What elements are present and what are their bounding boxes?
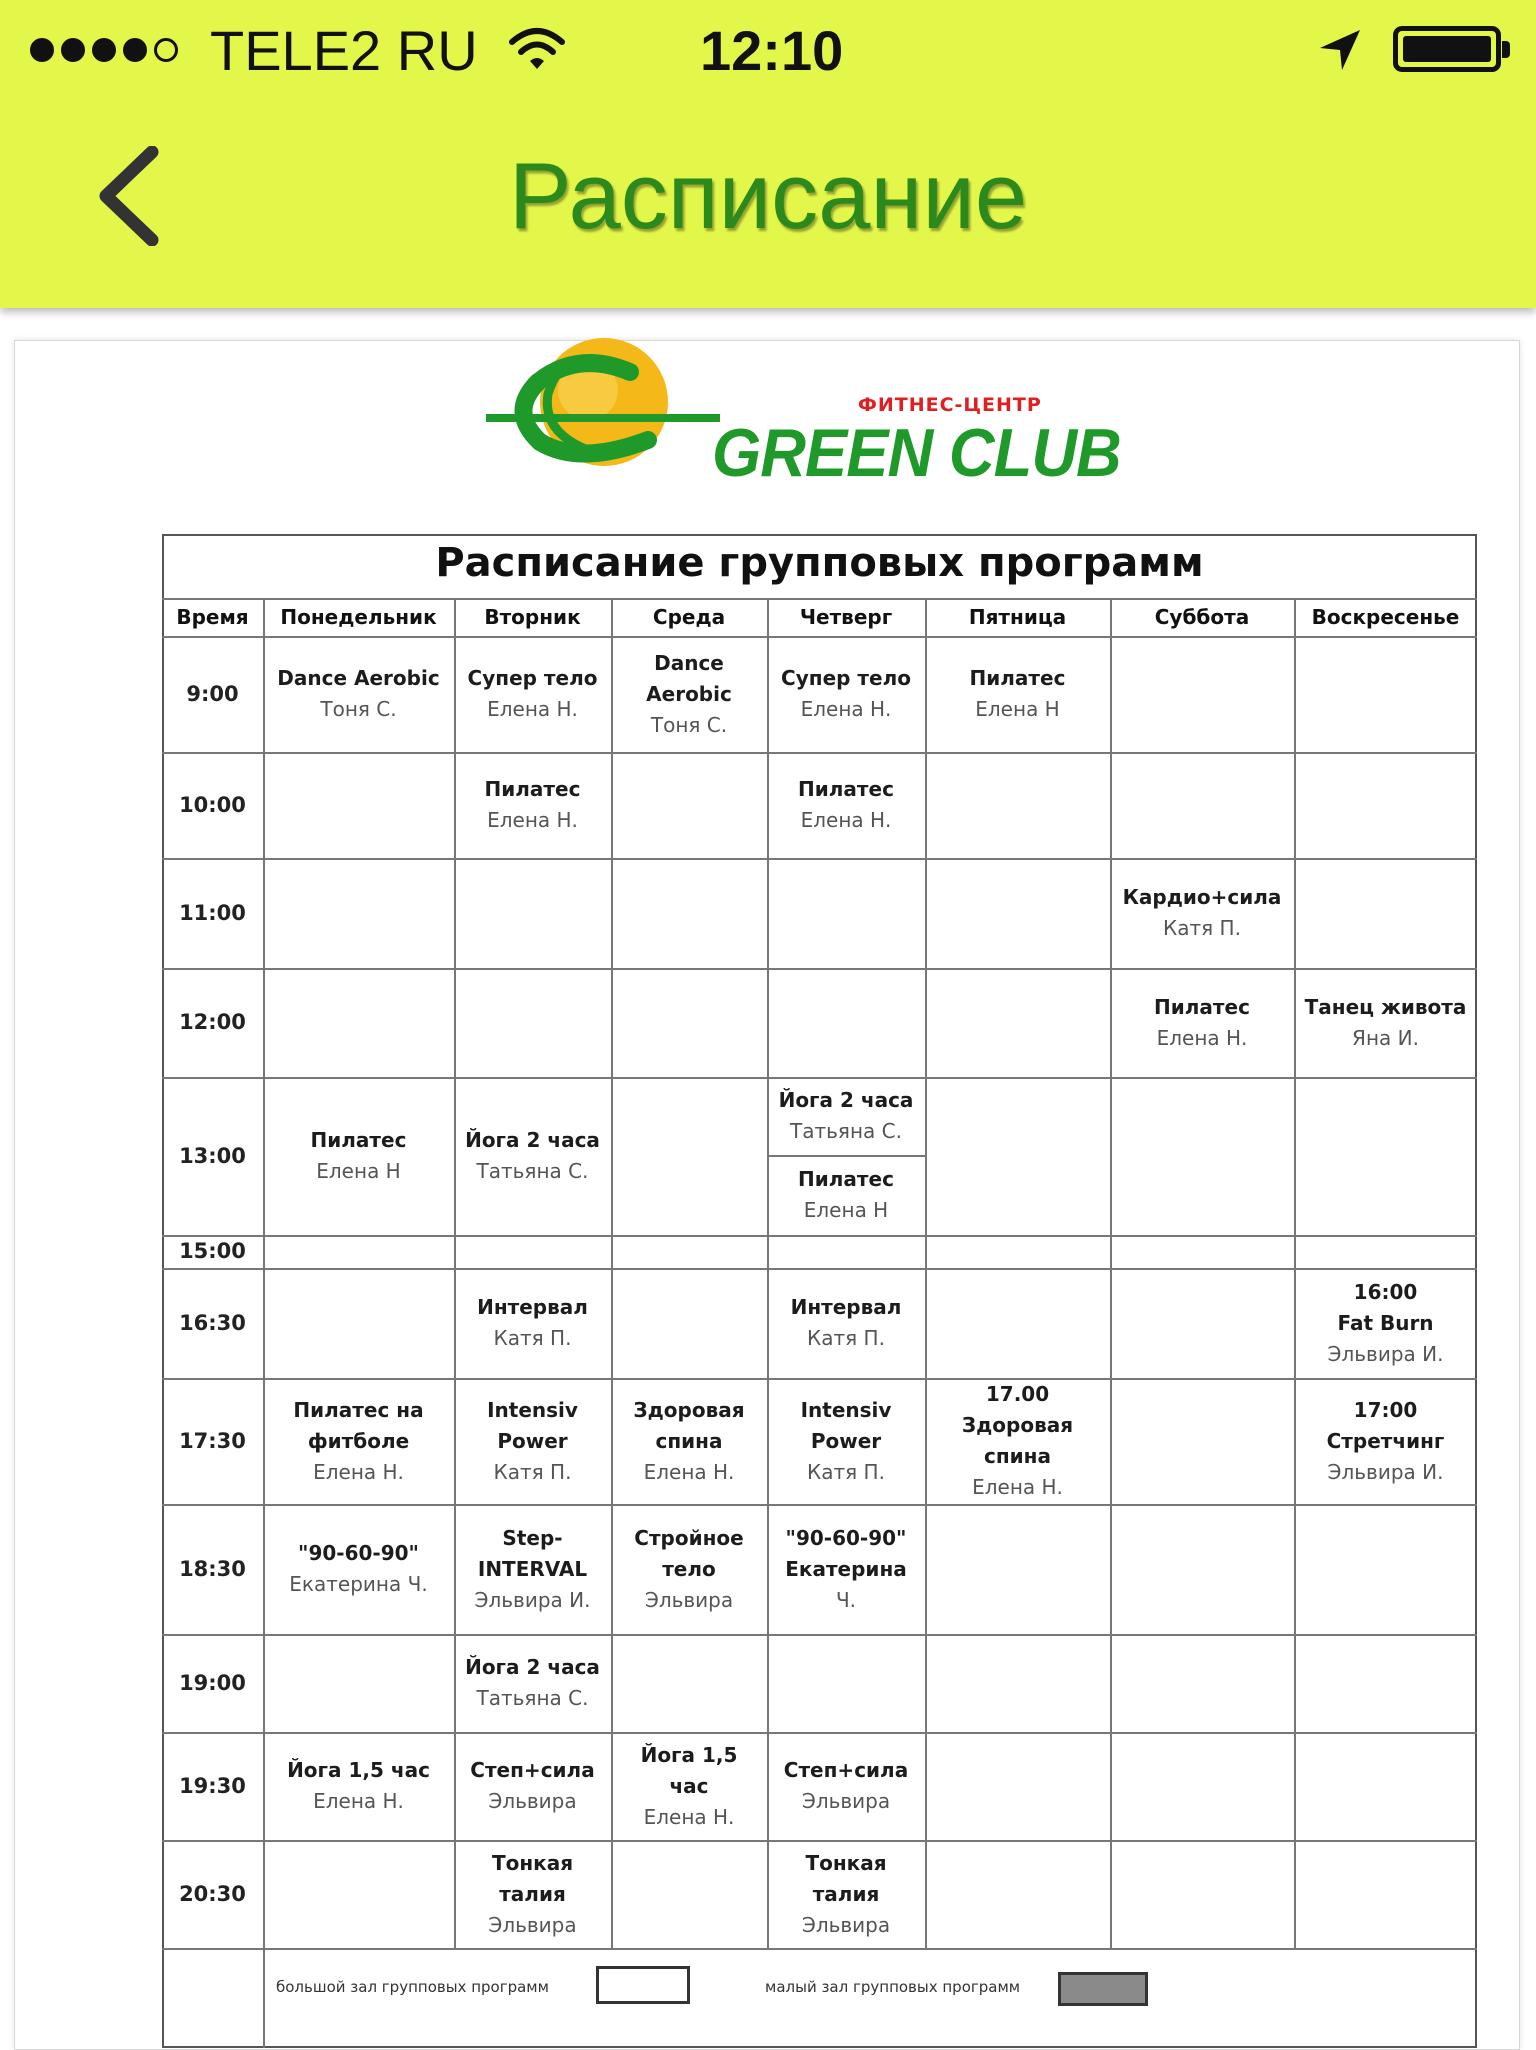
time-cell: [162, 1268, 263, 1378]
trainer-name: Эльвира: [488, 1912, 577, 1937]
time-cell: [162, 1504, 263, 1634]
class-entry: [929, 1382, 1106, 1500]
class-entry: [1114, 862, 1290, 964]
class-entry: [771, 1081, 921, 1151]
class-entry: [267, 1736, 450, 1836]
column-header: [611, 598, 767, 636]
time-cell: [162, 968, 263, 1077]
class-name: Intensiv: [800, 1397, 892, 1422]
grid-line: [611, 598, 613, 1948]
carrier-name: TELE2 RU: [210, 19, 478, 82]
class-entry: [771, 1844, 921, 1944]
legend-small-hall-swatch: [1058, 1972, 1148, 2006]
grid-line: [162, 1235, 1477, 1237]
grid-line: [162, 636, 1477, 638]
class-name: 16:00: [1353, 1279, 1418, 1304]
class-name: Aerobic: [646, 681, 732, 706]
legend-small-hall-label: малый зал групповых программ: [765, 1978, 1021, 1996]
class-entry: [771, 1382, 921, 1500]
trainer-name: Елена Н.: [800, 697, 892, 721]
column-header: [925, 598, 1110, 636]
class-entry: [1298, 972, 1473, 1073]
class-name: Тонкая: [491, 1850, 574, 1875]
class-name: Супер тело: [781, 666, 911, 690]
class-name: Танец живота: [1304, 994, 1467, 1019]
class-entry: [615, 640, 763, 748]
class-entry: [615, 1736, 763, 1836]
trainer-name: Елена Н.: [972, 1475, 1063, 1499]
class-name: Intensiv: [487, 1397, 578, 1422]
time-cell: [162, 1634, 263, 1732]
time-cell: [162, 1235, 263, 1268]
time-label: 15:00: [179, 1239, 246, 1263]
class-name: Power: [497, 1428, 568, 1453]
grid-line: [162, 858, 1477, 860]
green-club-logo-icon: [470, 332, 730, 512]
class-entry: [267, 640, 450, 748]
trainer-name: Елена Н: [316, 1159, 401, 1183]
grid-line: [263, 598, 265, 1948]
class-entry: [267, 1382, 450, 1500]
time-label: 20:30: [179, 1881, 246, 1906]
logo-subtitle: ФИТНЕС-ЦЕНТР: [858, 394, 1042, 416]
wifi-icon: [508, 26, 566, 72]
class-name: Супер тело: [467, 666, 598, 690]
class-entry: [458, 1736, 607, 1836]
time-label: 18:30: [179, 1556, 246, 1581]
column-header-label: Понедельник: [280, 604, 437, 629]
class-name: час: [669, 1773, 709, 1798]
time-cell: [162, 1840, 263, 1948]
trainer-name: Елена Н.: [800, 808, 892, 832]
grid-line: [162, 752, 1477, 754]
trainer-name: Елена Н: [803, 1198, 889, 1222]
class-entry: [458, 1844, 607, 1944]
trainer-name: Екатерина Ч.: [289, 1572, 428, 1596]
trainer-name: Катя П.: [493, 1326, 572, 1350]
time-cell: [162, 1732, 263, 1840]
trainer-name: Эльвира: [801, 1912, 891, 1937]
class-name: Пилатес: [969, 666, 1066, 690]
class-name: 17.00: [985, 1382, 1050, 1406]
class-name: Пилатес: [1154, 994, 1250, 1019]
class-name: Пилатес: [484, 777, 581, 801]
trainer-name: Эльвира: [644, 1587, 734, 1612]
class-entry: [267, 1081, 450, 1231]
grid-line: [162, 1732, 1477, 1734]
time-cell: [162, 1077, 263, 1235]
column-header-label: Воскресенье: [1311, 604, 1460, 629]
time-label: 19:00: [179, 1670, 246, 1695]
trainer-name: Катя П.: [1163, 916, 1241, 940]
trainer-name: Эльвира: [488, 1789, 577, 1813]
class-entry: [771, 640, 921, 748]
class-name: Тонкая: [805, 1850, 887, 1875]
class-entry: [771, 1159, 921, 1231]
class-name: Стретчинг: [1326, 1428, 1445, 1453]
class-name: Dance: [654, 650, 724, 675]
class-name: Степ+сила: [783, 1758, 909, 1782]
time-label: 12:00: [179, 1010, 246, 1034]
trainer-name: Ч.: [835, 1587, 857, 1612]
trainer-name: Яна И.: [1352, 1025, 1419, 1050]
trainer-name: Катя П.: [807, 1326, 885, 1350]
trainer-name: Эльвира: [801, 1789, 891, 1813]
grid-line: [1294, 598, 1296, 1948]
time-label: 19:30: [179, 1773, 246, 1798]
column-header-label: Вторник: [484, 604, 581, 629]
page-title: Расписание: [508, 143, 1028, 248]
class-name: Здоровая: [633, 1397, 745, 1422]
column-header: [263, 598, 454, 636]
class-entry: [458, 1081, 607, 1231]
trainer-name: Елена Н.: [1156, 1025, 1248, 1050]
grid-line: [1110, 598, 1112, 1948]
grid-line: [162, 1268, 1477, 1270]
trainer-name: Эльвира И.: [1327, 1341, 1444, 1366]
column-header: [767, 598, 925, 636]
trainer-name: Елена Н.: [643, 1804, 735, 1829]
class-name: Степ+сила: [470, 1758, 595, 1782]
class-name: Пилатес: [798, 777, 894, 801]
trainer-name: Татьяна С.: [476, 1686, 589, 1710]
class-name: Пилатес на: [293, 1397, 424, 1422]
class-entry: [458, 1638, 607, 1728]
class-name: спина: [655, 1428, 723, 1453]
time-cell: [162, 752, 263, 858]
status-bar: [0, 0, 1536, 100]
trainer-name: Елена Н.: [313, 1459, 404, 1484]
trainer-name: Елена Н.: [487, 697, 578, 721]
signal-strength-icon: [30, 38, 178, 62]
class-entry: [1298, 1272, 1473, 1374]
class-name: "90-60-90": [785, 1525, 907, 1550]
time-label: 13:00: [179, 1143, 246, 1168]
trainer-name: Татьяна С.: [476, 1159, 589, 1183]
trainer-name: Катя П.: [807, 1459, 885, 1484]
class-entry: [615, 1382, 763, 1500]
trainer-name: Татьяна С.: [790, 1119, 902, 1143]
class-entry: [771, 1736, 921, 1836]
column-header-label: Время: [176, 604, 249, 629]
grid-line: [767, 598, 769, 1948]
class-name: "90-60-90": [298, 1541, 419, 1565]
class-name: Пилатес: [798, 1167, 894, 1191]
trainer-name: Эльвира И.: [474, 1587, 591, 1612]
class-entry: [458, 756, 607, 854]
column-header-label: Суббота: [1154, 604, 1250, 629]
class-name: Интервал: [790, 1295, 902, 1319]
time-cell: [162, 1378, 263, 1504]
class-name: Пилатес: [310, 1128, 407, 1152]
class-name: талия: [812, 1881, 880, 1906]
class-name: INTERVAL: [477, 1556, 588, 1581]
column-header-label: Четверг: [799, 604, 893, 629]
time-label: 9:00: [186, 681, 239, 706]
class-entry: [267, 1508, 450, 1630]
trainer-name: Елена Н.: [643, 1459, 735, 1484]
class-entry: [458, 1382, 607, 1500]
time-label: 17:30: [179, 1428, 246, 1453]
class-name: Кардио+сила: [1122, 885, 1282, 909]
class-name: Йога 1,5 час: [287, 1758, 430, 1782]
column-header-label: Среда: [652, 604, 726, 629]
trainer-name: Тоня С.: [320, 697, 397, 721]
time-label: 16:30: [179, 1310, 246, 1335]
legend-big-hall-swatch: [596, 1966, 690, 2004]
grid-line: [162, 1840, 1477, 1842]
class-name: Интервал: [477, 1295, 588, 1319]
grid-line: [263, 1948, 265, 2048]
class-name: Йога 1,5: [640, 1742, 738, 1767]
logo-name: GREEN CLUB: [712, 415, 1121, 491]
class-name: 17:00: [1353, 1397, 1418, 1422]
class-entry: [929, 640, 1106, 748]
column-header-label: Пятница: [968, 604, 1067, 629]
class-name: талия: [499, 1881, 566, 1906]
status-time: 12:10: [700, 19, 844, 82]
class-name: тело: [662, 1556, 716, 1581]
time-label: 10:00: [179, 792, 246, 817]
grid-line: [925, 598, 927, 1948]
class-name: Power: [810, 1428, 882, 1453]
class-name: фитболе: [307, 1428, 410, 1453]
class-name: Fat Burn: [1337, 1310, 1434, 1335]
class-name: Йога 2 часа: [778, 1088, 914, 1112]
battery-icon: [1393, 26, 1501, 72]
class-entry: [458, 1508, 607, 1630]
navigation-bar: [0, 0, 1536, 308]
class-name: спина: [983, 1444, 1051, 1468]
class-name: Стройное: [634, 1525, 744, 1550]
grid-line: [162, 1948, 1477, 1950]
class-name: Dance Aerobic: [277, 666, 440, 690]
trainer-name: Тоня С.: [650, 712, 728, 737]
column-header: [1110, 598, 1294, 636]
class-entry: [1114, 972, 1290, 1073]
class-entry: [771, 1508, 921, 1630]
grid-line: [767, 1155, 925, 1157]
time-label: 11:00: [179, 900, 246, 925]
class-entry: [458, 1272, 607, 1374]
legend-big-hall-label: большой зал групповых программ: [276, 1978, 549, 1996]
grid-line: [162, 968, 1477, 970]
class-name: Йога 2 часа: [465, 1655, 600, 1679]
grid-line: [162, 1504, 1477, 1506]
class-name: Йога 2 часа: [465, 1128, 600, 1152]
class-name: Екатерина: [785, 1556, 907, 1581]
schedule-title: Расписание групповых программ: [435, 540, 1204, 586]
trainer-name: Елена Н.: [313, 1789, 404, 1813]
class-name: Step-: [502, 1525, 563, 1550]
column-header: [454, 598, 611, 636]
trainer-name: Елена Н: [975, 697, 1060, 721]
grid-line: [162, 1077, 1477, 1079]
location-arrow-icon: [1318, 28, 1362, 72]
trainer-name: Катя П.: [493, 1459, 572, 1484]
class-entry: [458, 640, 607, 748]
grid-line: [162, 1378, 1477, 1380]
grid-line: [162, 1634, 1477, 1636]
trainer-name: Эльвира И.: [1327, 1459, 1444, 1484]
column-header: [1294, 598, 1477, 636]
class-name: Здоровая: [961, 1413, 1074, 1437]
time-cell: [162, 636, 263, 752]
column-header: [162, 598, 263, 636]
class-entry: [771, 756, 921, 854]
class-entry: [1298, 1382, 1473, 1500]
time-cell: [162, 858, 263, 968]
class-entry: [771, 1272, 921, 1374]
grid-line: [454, 598, 456, 1948]
trainer-name: Елена Н.: [487, 808, 578, 832]
class-entry: [615, 1508, 763, 1630]
